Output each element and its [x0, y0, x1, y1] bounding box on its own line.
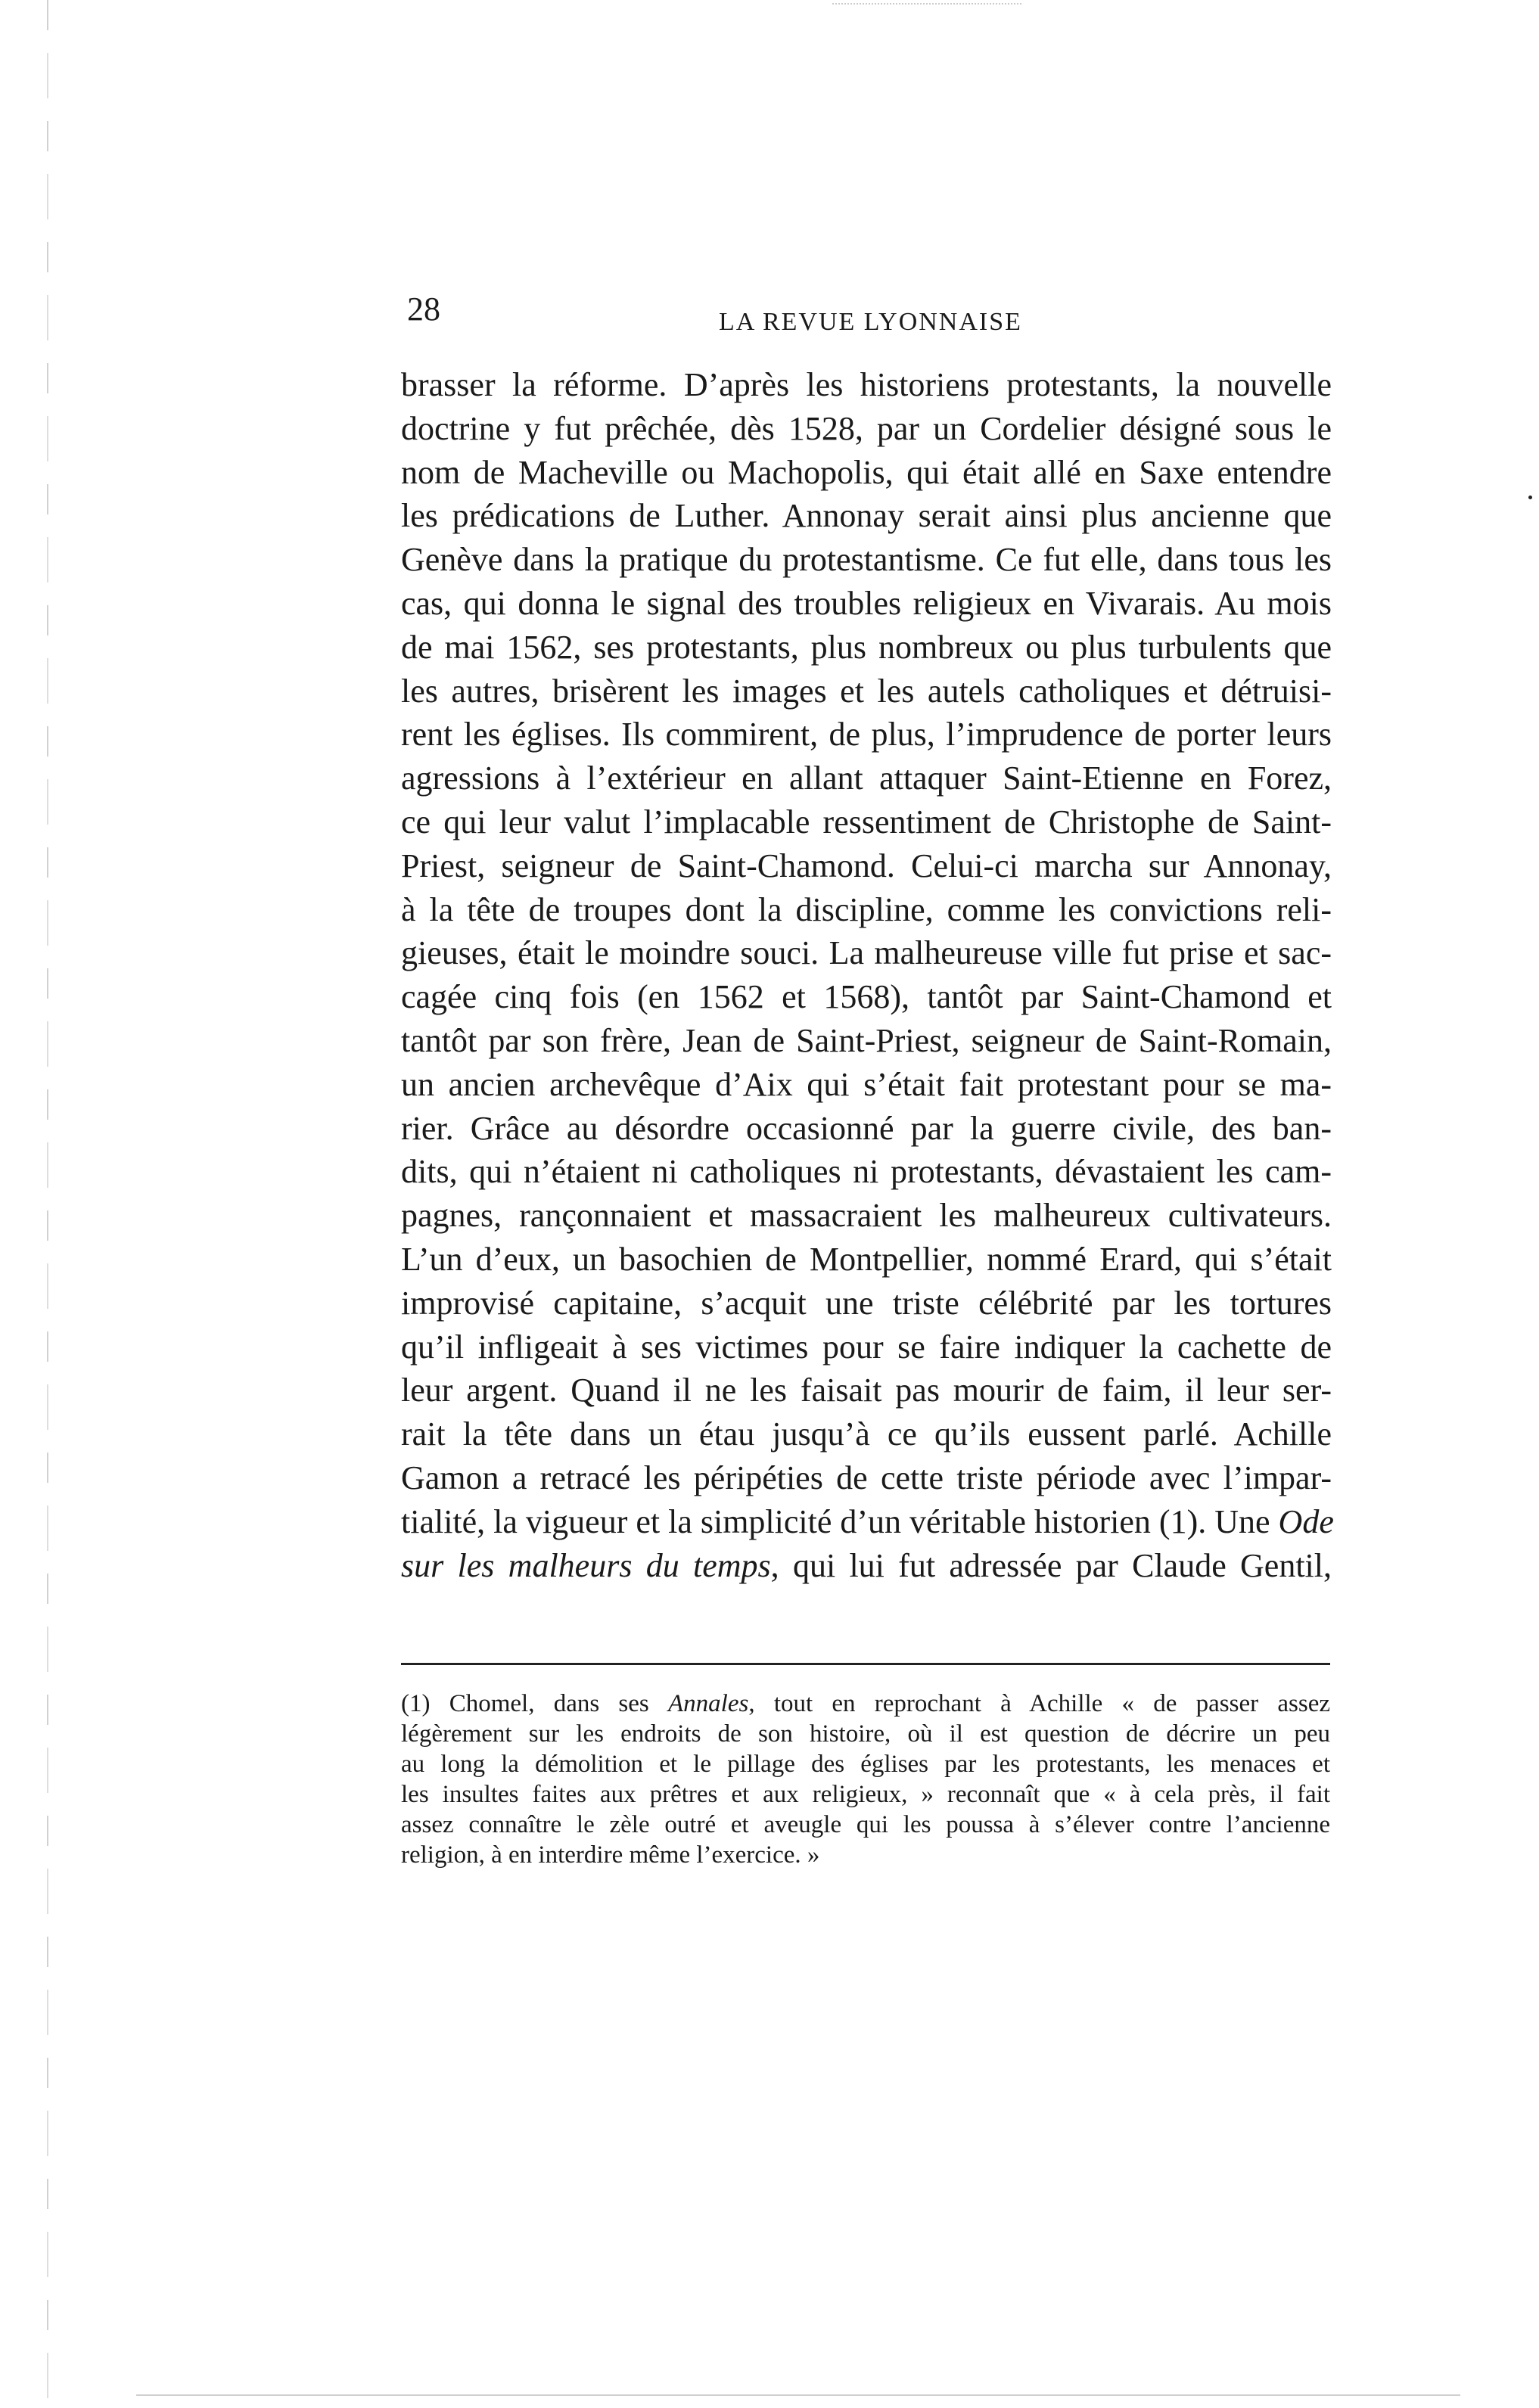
scan-top-artifact [832, 3, 1021, 5]
text-line: dits, qui n’étaient ni catholiques ni protestants, dévastaient les cam- [401, 1153, 1332, 1191]
text-line: à la tête de troupes dont la discipline, comme les convictions reli- [401, 890, 1332, 928]
text-line: rait la tête dans un étau jusqu’à ce qu’ils eussent parlé. Achille [401, 1415, 1332, 1453]
text-line: brasser la réforme. D’après les historiens protestants, la nouvelle [401, 366, 1332, 403]
main-text [401, 363, 1332, 1587]
text-segment: tialité, la vigueur et la simplicité d’un véritable historien (1). Une [401, 1502, 1270, 1540]
text-line-with-italic [401, 1544, 1332, 1588]
text-line-with-italic [401, 1500, 1332, 1544]
text-line: de mai 1562, ses protestants, plus nombreux ou plus turbulents que [401, 628, 1332, 666]
footnote-line: les insultes faites aux prêtres et aux religieux, » reconnaît que « à cela près, il fait [401, 1781, 1330, 1808]
text-line: leur argent. Quand il ne les faisait pas mourir de faim, il leur ser- [401, 1372, 1332, 1409]
footnote-line: assez connaître le zèle outré et aveugle qui les poussa à s’élever contre l’ancienne [401, 1811, 1330, 1838]
text-segment: (1) Chomel, dans ses [401, 1690, 668, 1717]
italic-title: Ode [1278, 1502, 1334, 1540]
text-line: improvisé capitaine, s’acquit une triste célébrité par les tortures [401, 1284, 1332, 1322]
ink-speck [1528, 496, 1532, 499]
footnote-line [401, 1689, 1330, 1719]
text-line: les autres, brisèrent les images et les autels catholiques et détruisi- [401, 672, 1332, 710]
text-line: agressions à l’extérieur en allant attaquer Saint-Etienne en Forez, [401, 760, 1332, 797]
text-line: Priest, seigneur de Saint-Chamond. Celui-ci marcha sur Annonay, [401, 847, 1332, 884]
text-line: Genève dans la pratique du protestantisme. Ce fut elle, dans tous les [401, 541, 1332, 579]
text-line: rent les églises. Ils commirent, de plus, l’imprudence de porter leurs [401, 716, 1332, 753]
text-line: ce qui leur valut l’implacable ressentiment de Christophe de Saint- [401, 803, 1332, 840]
text-line: gieuses, était le moindre souci. La malheureuse ville fut prise et sac- [401, 934, 1332, 972]
footnote-line: religion, à en interdire même l’exercice. » [401, 1841, 820, 1869]
page-number: 28 [407, 291, 440, 328]
italic-title: sur les malheurs du temps [401, 1546, 771, 1584]
running-title: LA REVUE LYONNAISE [719, 308, 1022, 336]
text-line: nom de Macheville ou Machopolis, qui était allé en Saxe entendre [401, 453, 1332, 491]
text-line: tantôt par son frère, Jean de Saint-Priest, seigneur de Saint-Romain, [401, 1021, 1332, 1059]
text-line: cas, qui donna le signal des troubles religieux en Vivarais. Au mois [401, 584, 1332, 622]
italic-title: Annales [668, 1690, 749, 1717]
text-line: doctrine y fut prêchée, dès 1528, par un Cordelier désigné sous le [401, 409, 1332, 447]
text-line: pagnes, rançonnaient et massacraient les malheureux cultivateurs. [401, 1197, 1332, 1235]
text-segment: , tout en reprochant à Achille « de passer assez [748, 1690, 1330, 1717]
text-line: un ancien archevêque d’Aix qui s’était fait protestant pour se ma- [401, 1065, 1332, 1103]
text-segment: , qui lui fut adressée par Claude Gentil, [770, 1546, 1332, 1584]
footnote-divider [401, 1663, 1330, 1665]
text-line: cagée cinq fois (en 1562 et 1568), tantôt par Saint-Chamond et [401, 978, 1332, 1016]
text-line: Gamon a retracé les péripéties de cette triste période avec l’impar- [401, 1459, 1332, 1496]
text-line: qu’il infligeait à ses victimes pour se faire indiquer la cachette de [401, 1328, 1332, 1366]
text-line: les prédications de Luther. Annonay serait ainsi plus ancienne que [401, 497, 1332, 535]
scan-margin-artifact [47, 0, 48, 2408]
text-line: rier. Grâce au désordre occasionné par la guerre civile, des ban- [401, 1109, 1332, 1147]
footnote-line: légèrement sur les endroits de son histoire, où il est question de décrire un peu [401, 1720, 1330, 1748]
text-line: L’un d’eux, un basochien de Montpellier, nommé Erard, qui s’était [401, 1240, 1332, 1278]
footnote [401, 1689, 1330, 1870]
footnote-line: au long la démolition et le pillage des églises par les protestants, les menaces et [401, 1751, 1330, 1778]
scan-bottom-artifact [136, 2394, 1460, 2396]
